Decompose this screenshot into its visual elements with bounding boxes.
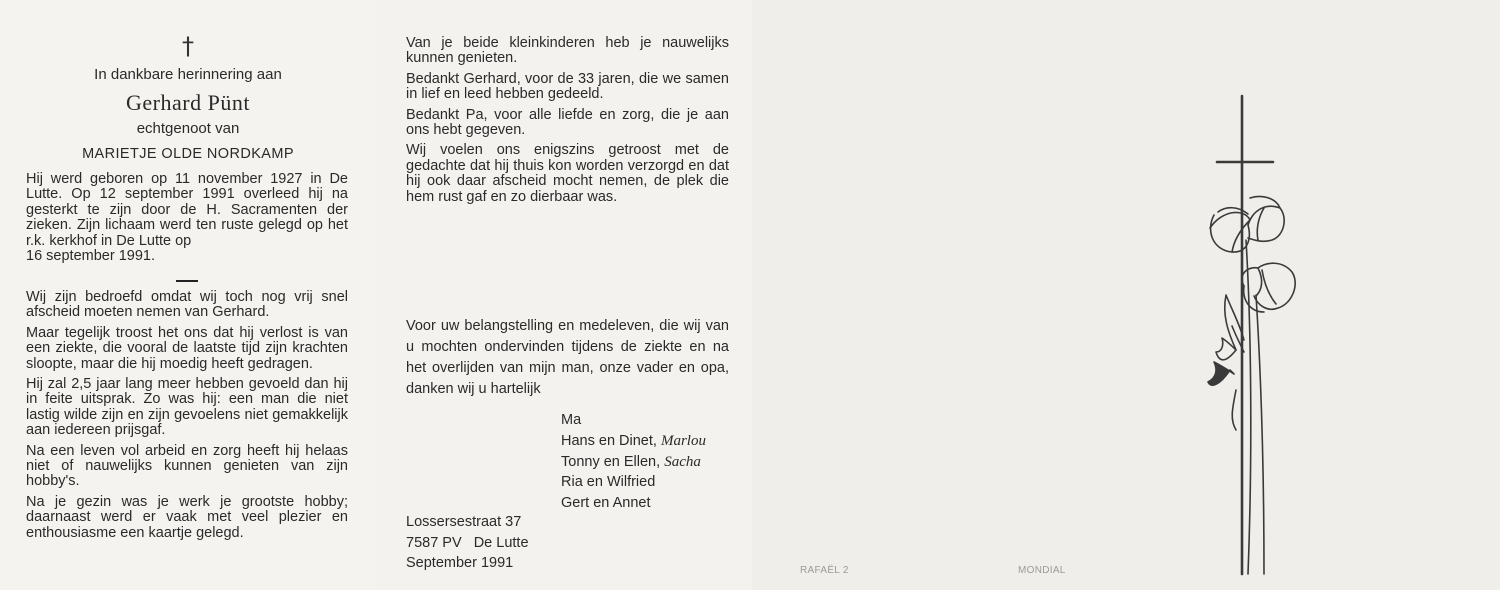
signer-row bbox=[561, 410, 706, 431]
signer-row bbox=[561, 493, 706, 514]
intro-text: In dankbare herinnering aan bbox=[94, 66, 282, 83]
paragraph: Wij zijn bedroefd omdat wij toch nog vrij snel afscheid moeten nemen van Gerhard. bbox=[26, 289, 348, 321]
signers-list bbox=[561, 410, 706, 514]
cross-icon: † bbox=[182, 32, 194, 60]
biography-main: Hij werd geboren op 11 november 1927 in De Lutte. Op 12 september 1991 overleed hij na gesterkt te zijn door de H. Sacramenten der zieken. Zijn lichaam werd ten ruste gelegd op het r.k. kerkhof in De Lutte op bbox=[26, 171, 348, 249]
signer-row bbox=[561, 431, 706, 452]
address-street: Lossersestraat 37 bbox=[406, 514, 522, 530]
address-date: September 1991 bbox=[406, 555, 514, 571]
grandchild-name: Sacha bbox=[664, 453, 701, 470]
paragraph: Hij zal 2,5 jaar lang meer hebben gevoeld dan hij in feite uitsprak. Zo was hij: een man die niet lastig wilde zijn en zijn gevoelens niet gemakkelijk aan iedereen prijsgaf. bbox=[26, 376, 348, 439]
middle-panel bbox=[376, 0, 752, 590]
grandchild-name: Marlou bbox=[660, 432, 706, 449]
paragraph: Wij voelen ons enigszins getroost met de gedachte dat hij thuis kon worden verzorgd en dat hij ook daar afscheid mocht nemen, de plek die hem rust gaf en zo dierbaar was. bbox=[406, 142, 729, 205]
cross-with-poppies-icon bbox=[1192, 90, 1302, 585]
paragraph: Van je beide kleinkinderen heb je nauwelijks kunnen genieten. bbox=[406, 35, 729, 67]
signer-row bbox=[561, 452, 706, 473]
print-mark: RAFAËL 2 bbox=[800, 565, 849, 576]
back-cover bbox=[752, 0, 1500, 590]
signer-names: Ma bbox=[561, 412, 582, 428]
spouse-label: echtgenoot van bbox=[136, 120, 240, 137]
paragraph: Na een leven vol arbeid en zorg heeft hij helaas niet of nauwelijks kunnen genieten van zijn hobby's. bbox=[26, 442, 348, 490]
burial-date: 16 september 1991. bbox=[26, 248, 155, 265]
address-city: 7587 PV De Lutte bbox=[406, 534, 529, 551]
signer-names: Gert en Annet bbox=[561, 495, 651, 512]
divider bbox=[176, 280, 198, 282]
paragraph: Bedankt Pa, voor alle liefde en zorg, die je aan ons hebt gegeven. bbox=[406, 106, 729, 139]
left-paragraphs bbox=[26, 290, 348, 546]
address-block bbox=[406, 512, 529, 574]
thanks-text: Voor uw belangstelling en medeleven, die wij van u mochten ondervinden tijdens de ziekte en na het overlijden van mijn man, onze vader en opa, danken wij u hartelijk bbox=[406, 318, 729, 397]
signer-names: Hans en Dinet, bbox=[561, 432, 657, 449]
spouse-name: MARIETJE OLDE NORDKAMP bbox=[82, 146, 294, 162]
middle-paragraphs bbox=[406, 36, 729, 210]
deceased-name: Gerhard Pünt bbox=[126, 90, 250, 115]
paragraph: Bedankt Gerhard, voor de 33 jaren, die we samen in lief en leed hebben gedeeld. bbox=[406, 70, 729, 103]
signer-row bbox=[561, 472, 706, 493]
print-mark: MONDIAL bbox=[1018, 565, 1066, 576]
paragraph: Maar tegelijk troost het ons dat hij verlost is van een ziekte, die vooral de laatste tijd zijn krachten sloopte, maar die hij moedig heeft gedragen. bbox=[26, 324, 348, 372]
signer-names: Ria en Wilfried bbox=[561, 474, 656, 491]
biography bbox=[26, 172, 348, 264]
signer-names: Tonny en Ellen, bbox=[561, 453, 661, 470]
left-panel bbox=[0, 0, 376, 590]
paragraph: Na je gezin was je werk je grootste hobby; daarnaast werd er vaak met veel plezier en enthousiasme een kaartje gelegd. bbox=[26, 493, 348, 541]
